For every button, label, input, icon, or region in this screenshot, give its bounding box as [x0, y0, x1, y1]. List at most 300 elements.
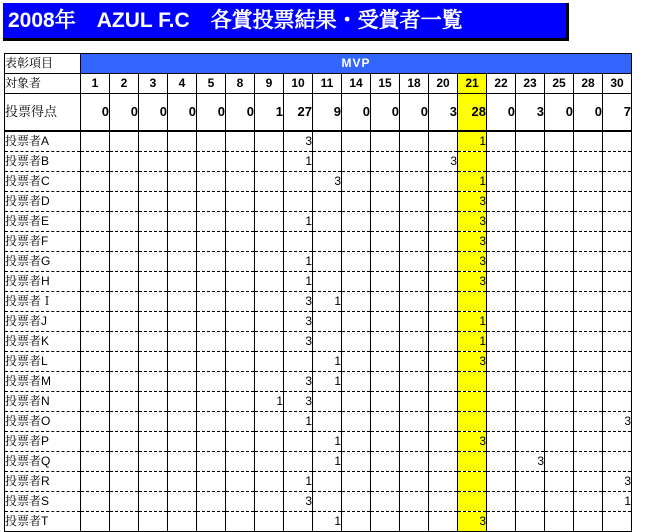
vote-cell [574, 472, 603, 492]
score-row [5, 94, 632, 132]
vote-cell [516, 332, 545, 352]
voter-name: 投票者E [5, 212, 81, 232]
vote-cell [516, 512, 545, 532]
voter-row [5, 452, 632, 472]
vote-cell: 1 [284, 152, 313, 172]
vote-cell [400, 272, 429, 292]
vote-cell [139, 152, 168, 172]
vote-cell: 3 [458, 232, 487, 252]
vote-cell [429, 212, 458, 232]
vote-cell [81, 512, 110, 532]
score-cell-4: 0 [168, 94, 197, 132]
vote-cell [255, 212, 284, 232]
vote-cell [139, 172, 168, 192]
vote-cell [574, 372, 603, 392]
vote-cell [429, 312, 458, 332]
score-cell-22: 0 [487, 94, 516, 132]
vote-cell [139, 472, 168, 492]
vote-cell [516, 372, 545, 392]
vote-cell [255, 152, 284, 172]
vote-cell [226, 212, 255, 232]
vote-cell: 3 [516, 452, 545, 472]
vote-cell [574, 232, 603, 252]
vote-cell [284, 192, 313, 212]
vote-cell [226, 131, 255, 152]
vote-cell [197, 452, 226, 472]
score-cell-18: 0 [400, 94, 429, 132]
vote-cell [139, 131, 168, 152]
vote-cell [255, 172, 284, 192]
vote-cell [342, 472, 371, 492]
vote-cell [313, 192, 342, 212]
vote-cell [313, 152, 342, 172]
vote-cell [81, 131, 110, 152]
vote-cell [400, 152, 429, 172]
vote-cell [110, 292, 139, 312]
vote-cell [255, 412, 284, 432]
vote-cell [429, 131, 458, 152]
vote-cell [284, 172, 313, 192]
vote-cell [342, 332, 371, 352]
vote-cell: 1 [313, 352, 342, 372]
vote-cell [81, 272, 110, 292]
vote-cell [487, 192, 516, 212]
vote-cell [487, 232, 516, 252]
vote-cell [226, 432, 255, 452]
vote-cell [545, 312, 574, 332]
vote-cell [168, 312, 197, 332]
vote-cell [284, 452, 313, 472]
voter-row [5, 312, 632, 332]
vote-cell [197, 512, 226, 532]
vote-cell: 1 [313, 292, 342, 312]
vote-cell [574, 452, 603, 472]
vote-cell [429, 452, 458, 472]
vote-cell [516, 252, 545, 272]
vote-cell [574, 392, 603, 412]
column-header-20: 20 [429, 74, 458, 94]
score-cell-28: 0 [574, 94, 603, 132]
target-header-label: 対象者 [5, 74, 81, 94]
vote-cell [197, 472, 226, 492]
vote-cell [342, 131, 371, 152]
voter-name: 投票者T [5, 512, 81, 532]
vote-cell [429, 292, 458, 312]
column-header-11: 11 [313, 74, 342, 94]
vote-cell [487, 412, 516, 432]
vote-cell [458, 472, 487, 492]
vote-cell: 3 [284, 131, 313, 152]
vote-cell [81, 192, 110, 212]
voter-name: 投票者M [5, 372, 81, 392]
vote-cell [371, 272, 400, 292]
vote-cell [342, 152, 371, 172]
vote-cell [603, 212, 632, 232]
vote-cell [255, 232, 284, 252]
column-header-28: 28 [574, 74, 603, 94]
voter-name: 投票者R [5, 472, 81, 492]
vote-cell [226, 192, 255, 212]
voter-row [5, 352, 632, 372]
vote-cell [139, 412, 168, 432]
vote-cell: 3 [458, 512, 487, 532]
voter-row [5, 292, 632, 312]
column-header-1: 1 [81, 74, 110, 94]
vote-cell [139, 272, 168, 292]
award-name-mvp: MVP [81, 54, 632, 74]
vote-cell [516, 152, 545, 172]
vote-cell [545, 212, 574, 232]
vote-cell [168, 392, 197, 412]
vote-cell [226, 332, 255, 352]
score-cell-5: 0 [197, 94, 226, 132]
vote-cell [487, 452, 516, 472]
vote-cell [110, 192, 139, 212]
vote-cell [603, 512, 632, 532]
vote-cell [226, 392, 255, 412]
vote-cell [574, 292, 603, 312]
vote-cell [139, 372, 168, 392]
vote-cell [429, 412, 458, 432]
vote-cell [197, 252, 226, 272]
vote-cell [545, 292, 574, 312]
vote-cell [458, 452, 487, 472]
vote-cell [197, 232, 226, 252]
vote-cell [313, 332, 342, 352]
vote-cell [516, 131, 545, 152]
vote-cell [255, 192, 284, 212]
vote-cell [545, 232, 574, 252]
vote-cell [284, 512, 313, 532]
vote-cell: 3 [284, 292, 313, 312]
vote-cell [400, 332, 429, 352]
vote-cell [168, 452, 197, 472]
vote-cell [603, 192, 632, 212]
vote-cell [255, 352, 284, 372]
vote-cell [371, 472, 400, 492]
vote-cell [371, 372, 400, 392]
vote-cell [81, 292, 110, 312]
vote-cell [400, 172, 429, 192]
vote-cell [545, 252, 574, 272]
vote-cell [284, 232, 313, 252]
vote-cell [81, 332, 110, 352]
vote-cell [371, 192, 400, 212]
vote-cell [545, 432, 574, 452]
vote-cell [487, 131, 516, 152]
voter-row [5, 412, 632, 432]
vote-cell [110, 212, 139, 232]
vote-cell [371, 312, 400, 332]
vote-cell [197, 432, 226, 452]
vote-cell: 1 [458, 312, 487, 332]
vote-cell [197, 332, 226, 352]
vote-cell [168, 512, 197, 532]
voter-name: 投票者H [5, 272, 81, 292]
score-cell-15: 0 [371, 94, 400, 132]
vote-cell [110, 392, 139, 412]
vote-cell [545, 332, 574, 352]
vote-cell [255, 272, 284, 292]
vote-cell [516, 272, 545, 292]
vote-cell [603, 372, 632, 392]
vote-cell [603, 332, 632, 352]
voter-name: 投票者N [5, 392, 81, 412]
vote-cell: 1 [284, 212, 313, 232]
score-cell-2: 0 [110, 94, 139, 132]
vote-cell [226, 232, 255, 252]
vote-cell [255, 131, 284, 152]
voter-row [5, 472, 632, 492]
column-header-row [5, 74, 632, 94]
vote-cell [574, 172, 603, 192]
vote-cell [400, 292, 429, 312]
vote-cell [313, 272, 342, 292]
vote-cell [400, 372, 429, 392]
vote-cell [168, 272, 197, 292]
vote-cell [168, 372, 197, 392]
score-cell-9: 1 [255, 94, 284, 132]
vote-cell [342, 172, 371, 192]
vote-cell [400, 312, 429, 332]
vote-cell [342, 392, 371, 412]
vote-cell [371, 152, 400, 172]
vote-cell [81, 312, 110, 332]
vote-cell [487, 492, 516, 512]
column-header-25: 25 [545, 74, 574, 94]
vote-cell [197, 412, 226, 432]
vote-cell [313, 312, 342, 332]
voter-row [5, 131, 632, 152]
column-header-2: 2 [110, 74, 139, 94]
vote-cell [574, 352, 603, 372]
vote-cell [139, 352, 168, 372]
vote-cell [545, 392, 574, 412]
vote-cell [342, 492, 371, 512]
vote-cell [487, 252, 516, 272]
vote-cell: 3 [458, 432, 487, 452]
score-cell-30: 7 [603, 94, 632, 132]
vote-cell [574, 332, 603, 352]
vote-cell [371, 452, 400, 472]
vote-cell [603, 272, 632, 292]
vote-cell [255, 492, 284, 512]
score-cell-3: 0 [139, 94, 168, 132]
column-header-9: 9 [255, 74, 284, 94]
vote-cell [110, 172, 139, 192]
vote-cell [371, 352, 400, 372]
vote-cell [255, 312, 284, 332]
vote-cell [168, 172, 197, 192]
vote-cell [545, 131, 574, 152]
vote-results-table [4, 53, 632, 532]
vote-cell: 1 [458, 172, 487, 192]
voter-row [5, 172, 632, 192]
vote-cell [139, 452, 168, 472]
vote-cell [313, 212, 342, 232]
vote-cell [197, 272, 226, 292]
vote-cell: 3 [458, 272, 487, 292]
vote-cell [255, 332, 284, 352]
column-header-18: 18 [400, 74, 429, 94]
vote-cell [400, 131, 429, 152]
vote-cell: 3 [603, 412, 632, 432]
vote-cell [342, 412, 371, 432]
vote-cell [371, 432, 400, 452]
voter-name: 投票者L [5, 352, 81, 372]
vote-cell [139, 392, 168, 412]
vote-cell [284, 352, 313, 372]
vote-cell [574, 152, 603, 172]
voter-name: 投票者B [5, 152, 81, 172]
vote-cell [313, 412, 342, 432]
vote-cell [371, 232, 400, 252]
vote-cell [429, 472, 458, 492]
vote-cell [429, 232, 458, 252]
vote-cell [313, 392, 342, 412]
vote-cell [516, 312, 545, 332]
vote-cell [226, 152, 255, 172]
vote-cell: 1 [284, 252, 313, 272]
vote-cell: 3 [429, 152, 458, 172]
column-header-15: 15 [371, 74, 400, 94]
column-header-21: 21 [458, 74, 487, 94]
vote-cell [400, 412, 429, 432]
vote-cell [110, 232, 139, 252]
vote-cell [545, 372, 574, 392]
vote-cell [516, 232, 545, 252]
vote-cell [487, 392, 516, 412]
vote-cell [458, 292, 487, 312]
vote-cell [342, 512, 371, 532]
vote-cell [545, 152, 574, 172]
vote-cell [342, 252, 371, 272]
vote-cell [81, 412, 110, 432]
voter-name: 投票者Q [5, 452, 81, 472]
vote-cell [487, 372, 516, 392]
vote-cell [139, 312, 168, 332]
vote-cell [574, 252, 603, 272]
vote-cell [81, 432, 110, 452]
vote-cell [487, 332, 516, 352]
vote-cell [168, 232, 197, 252]
vote-cell [110, 272, 139, 292]
vote-cell [371, 392, 400, 412]
vote-cell [371, 492, 400, 512]
vote-cell [110, 452, 139, 472]
vote-cell [603, 152, 632, 172]
vote-cell [226, 272, 255, 292]
column-header-5: 5 [197, 74, 226, 94]
vote-cell [313, 472, 342, 492]
vote-cell [400, 232, 429, 252]
vote-cell [110, 432, 139, 452]
vote-cell [110, 332, 139, 352]
vote-cell: 3 [603, 472, 632, 492]
column-header-8: 8 [226, 74, 255, 94]
vote-cell [603, 392, 632, 412]
column-header-4: 4 [168, 74, 197, 94]
vote-cell [516, 192, 545, 212]
vote-cell [371, 412, 400, 432]
vote-cell [371, 332, 400, 352]
vote-cell [81, 372, 110, 392]
score-cell-21: 28 [458, 94, 487, 132]
vote-cell [139, 332, 168, 352]
vote-cell [81, 352, 110, 372]
voter-row [5, 192, 632, 212]
award-row [5, 54, 632, 74]
column-header-3: 3 [139, 74, 168, 94]
vote-cell: 1 [284, 412, 313, 432]
vote-cell [81, 392, 110, 412]
vote-cell: 1 [255, 392, 284, 412]
vote-cell [168, 212, 197, 232]
vote-cell [371, 212, 400, 232]
vote-cell: 3 [284, 332, 313, 352]
vote-cell [574, 412, 603, 432]
vote-cell [226, 312, 255, 332]
vote-cell [110, 312, 139, 332]
vote-cell: 1 [313, 512, 342, 532]
vote-cell: 1 [458, 332, 487, 352]
score-cell-10: 27 [284, 94, 313, 132]
vote-cell [400, 452, 429, 472]
vote-cell [110, 252, 139, 272]
vote-cell [574, 492, 603, 512]
vote-cell [603, 312, 632, 332]
vote-cell [226, 352, 255, 372]
vote-cell [197, 352, 226, 372]
vote-cell [139, 492, 168, 512]
vote-cell [516, 292, 545, 312]
vote-cell [81, 172, 110, 192]
vote-cell [429, 272, 458, 292]
vote-cell [197, 492, 226, 512]
vote-cell [545, 272, 574, 292]
vote-cell: 1 [458, 131, 487, 152]
voter-row [5, 272, 632, 292]
vote-cell: 1 [603, 492, 632, 512]
vote-cell [168, 472, 197, 492]
vote-cell [168, 292, 197, 312]
vote-cell [574, 192, 603, 212]
vote-cell: 3 [313, 172, 342, 192]
vote-cell [516, 172, 545, 192]
vote-cell [574, 432, 603, 452]
vote-cell [284, 432, 313, 452]
vote-cell: 3 [284, 492, 313, 512]
vote-cell: 3 [284, 392, 313, 412]
score-label: 投票得点 [5, 94, 81, 132]
vote-cell [400, 392, 429, 412]
vote-cell [400, 252, 429, 272]
vote-cell [603, 232, 632, 252]
vote-cell [81, 212, 110, 232]
voter-row [5, 232, 632, 252]
voter-name: 投票者D [5, 192, 81, 212]
vote-cell [429, 392, 458, 412]
vote-cell [110, 131, 139, 152]
voter-name: 投票者F [5, 232, 81, 252]
vote-cell [400, 432, 429, 452]
voter-name: 投票者O [5, 412, 81, 432]
vote-cell: 1 [313, 372, 342, 392]
vote-cell [545, 172, 574, 192]
vote-cell [516, 492, 545, 512]
voter-row [5, 252, 632, 272]
vote-cell [603, 292, 632, 312]
